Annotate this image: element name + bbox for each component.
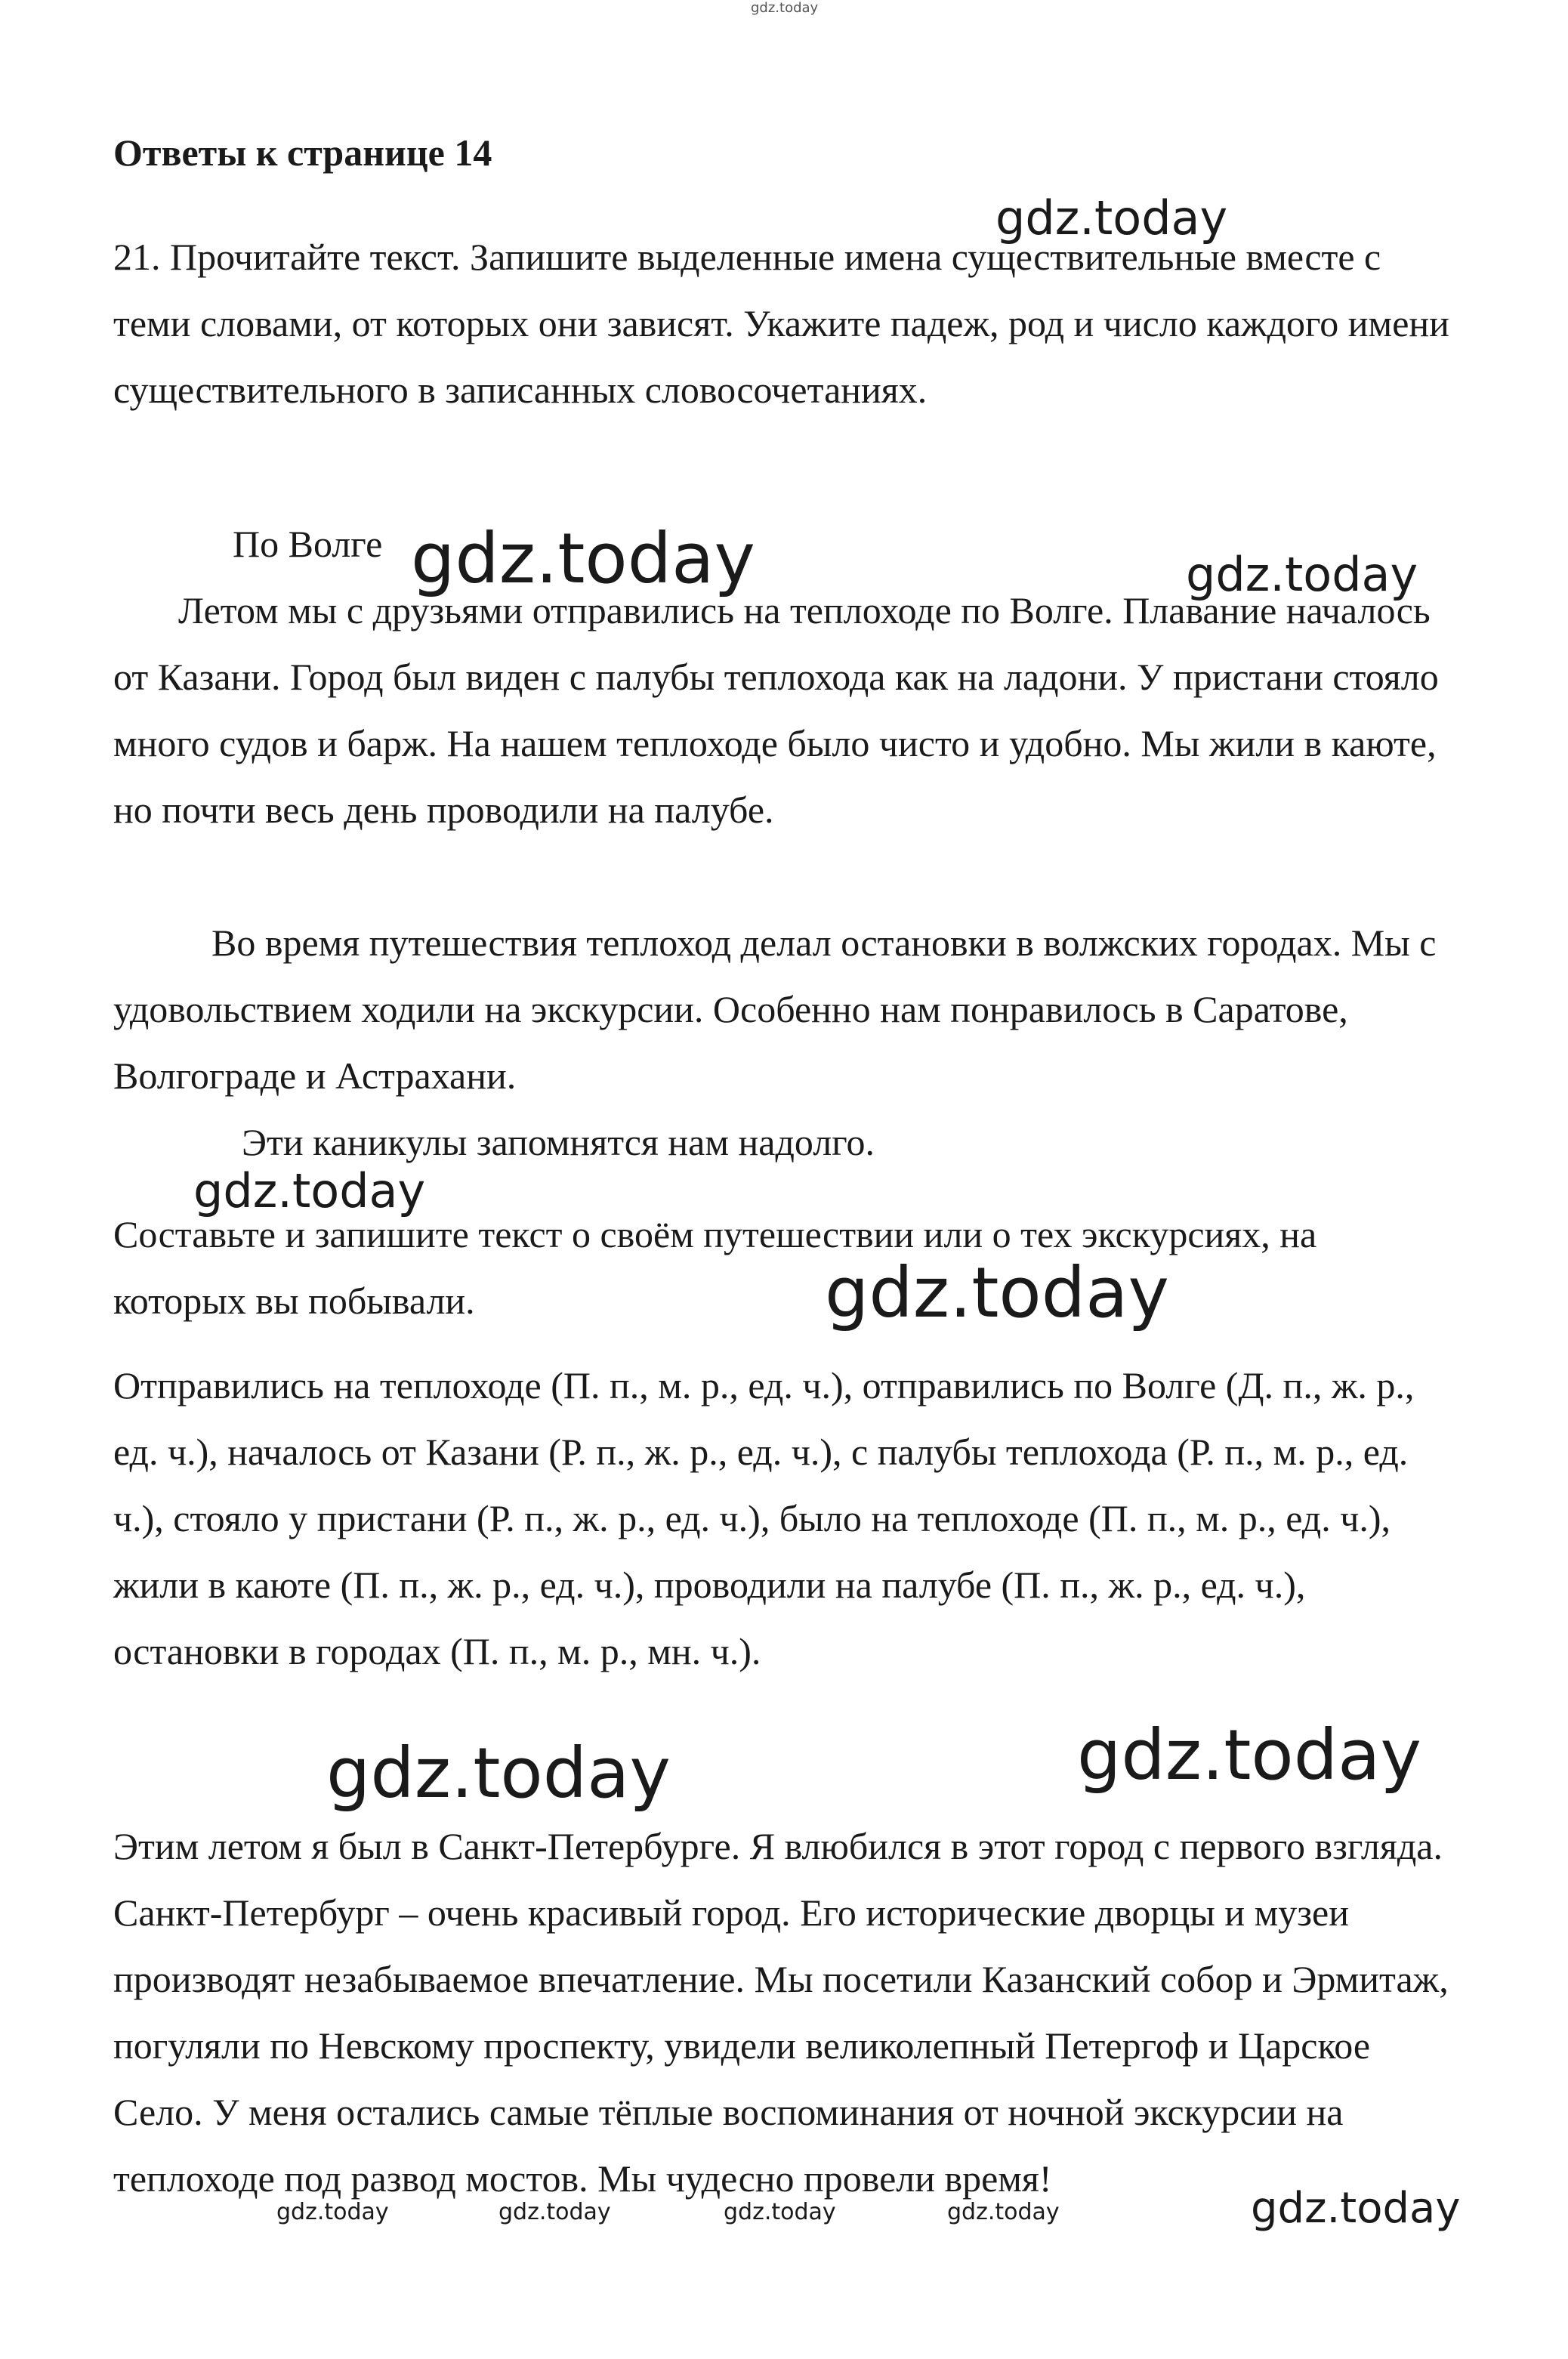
watermark: gdz.today [724, 2199, 836, 2225]
text-paragraph-1: Летом мы с друзьями отправились на теплоходе по Волге. Плавание началось от Казани. Город был виден с палубы теплохода как на ладони. У пристани стояло много судов и барж. На нашем теплоходе было чисто и удобно. Мы жили в каюте, но почти весь день проводили на палубе. [113, 589, 1439, 831]
watermark: gdz.today [751, 0, 819, 16]
answer-phrases: Отправились на теплоходе (П. п., м. р., ед. ч.), отправились по Волге (Д. п., ж. р., ед. ч.), началось от Казани (Р. п., ж. р., ед. ч.), с палубы теплохода (Р. п., м. р., ед. ч.), стояло у пристани (Р. п., ж. р., ед. ч.), было на теплоходе (П. п., м. р., ед. ч.), жили в каюте (П. п., ж. р., ед. ч.), проводили на палубе (П. п., ж. р., ед. ч.), остановки в городах (П. п., м. р., мн. ч.). [113, 1364, 1415, 1672]
watermark: gdz.today [1186, 547, 1418, 602]
watermark: gdz.today [1251, 2184, 1461, 2233]
watermark: gdz.today [498, 2199, 611, 2225]
answer-essay: Этим летом я был в Санкт-Петербурге. Я влюбился в этот город с первого взгляда. Санкт-Петербург – очень красивый город. Его исторические дворцы и музеи производят незабываемое впечатление. Мы посетили Казанский собор и Эрмитаж, погуляли по Невскому проспекту, увидели великолепный Петергоф и Царское Село. У меня остались самые тёплые воспоминания от ночной экскурсии на теплоходе под развод мостов. Мы чудесно провели время! [113, 1825, 1449, 2200]
watermark: gdz.today [1077, 1715, 1421, 1795]
watermark: gdz.today [193, 1163, 426, 1218]
text-paragraph-3: Эти каникулы запомнятся нам надолго. [242, 1121, 875, 1163]
watermark: gdz.today [825, 1252, 1169, 1333]
watermark: gdz.today [947, 2199, 1060, 2225]
text-paragraph-2: Во время путешествия теплоход делал остановки в волжских городах. Мы с удовольствием ходили на экскурсии. Особенно нам понравилось в Саратове, Волгограде и Астрахани. [113, 922, 1437, 1097]
text-title: По Волге [233, 523, 383, 565]
page-title: Ответы к странице 14 [113, 131, 492, 174]
watermark: gdz.today [326, 1733, 671, 1814]
watermark: gdz.today [276, 2199, 389, 2225]
watermark: gdz.today [995, 190, 1228, 245]
task-2-text: Составьте и запишите текст о своём путешествии или о тех экскурсиях, на которых вы побывали. [113, 1213, 1317, 1322]
watermark: gdz.today [411, 518, 755, 599]
task-text: 21. Прочитайте текст. Запишите выделенные имена существительные вместе с теми словами, от которых они зависят. Укажите падеж, род и число каждого имени существительного в записанных словосочетаниях. [113, 236, 1449, 411]
